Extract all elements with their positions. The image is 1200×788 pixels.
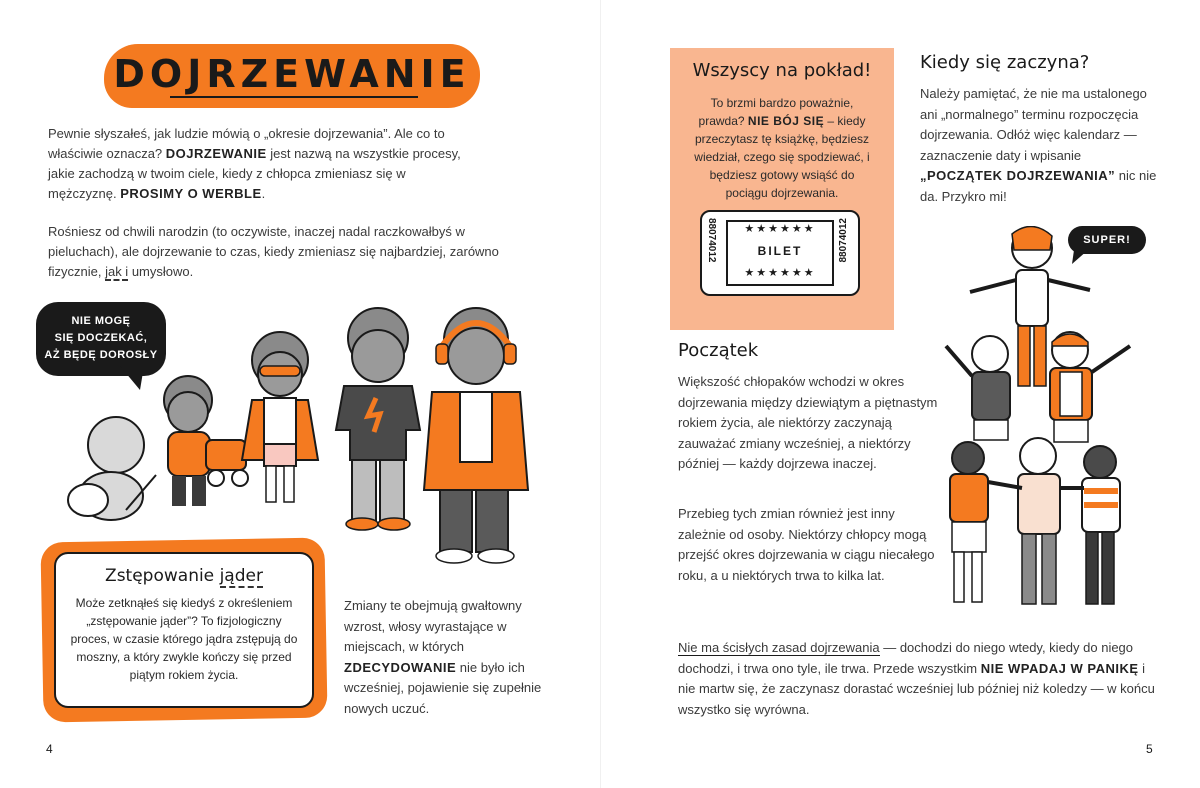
intro-bold: DOJRZEWANIE bbox=[165, 146, 267, 161]
section-heading-start: Początek bbox=[678, 340, 759, 361]
teen-illustration bbox=[336, 308, 420, 530]
info-box-title bbox=[54, 566, 314, 586]
bubble-line-2: SIĘ DOCZEKAĆ, bbox=[54, 332, 148, 344]
when-bold: „POCZĄTEK DOJRZEWANIA” bbox=[920, 168, 1116, 183]
ticket-stars-bottom: ★★★★★★ bbox=[744, 267, 816, 279]
growth-paragraph bbox=[48, 222, 528, 282]
page-spine bbox=[600, 0, 601, 788]
ticket-stars-top: ★★★★★★ bbox=[744, 223, 816, 235]
changes-bold: ZDECYDOWANIE bbox=[344, 659, 457, 675]
bubble-line-3: AŻ BĘDĘ DOROSŁY bbox=[44, 349, 158, 361]
boys-pyramid-illustration bbox=[940, 226, 1150, 618]
all-aboard-text bbox=[690, 94, 874, 202]
intro-paragraph bbox=[48, 124, 468, 204]
growth-text: Rośniesz od chwili narodzin (to oczywiste, inaczej nadal raczkowałbyś w pieluchach), ale dojrzewanie to czas, kiedy zmieniasz się najbardziej, zarówno fizycznie, bbox=[48, 224, 499, 279]
intro-text-2: jest nazwą na wszystkie procesy, jakie zachodzą w twoim ciele, kiedy z chłopca zmieniasz się w mężczyznę. bbox=[48, 146, 461, 201]
info-box-title-b: jąder bbox=[219, 566, 263, 586]
info-box-text: Może zetknąłeś się kiedyś z określeniem „zstępowanie jąder”? To fizjologiczny proces, w czasie którego jądra zstępują do moszny, a który zwykle kończy się przed piątym rokiem życia. bbox=[70, 596, 298, 682]
bubble-line-1: NIE MOGĘ bbox=[71, 315, 131, 327]
closing-text: — dochodzi do niego wtedy, kiedy do niego dochodzi, i trwa ono tyle, ile trwa. Przede wszystkim bbox=[678, 640, 1134, 676]
info-box-title-a: Zstępowanie bbox=[105, 566, 220, 586]
all-aboard-text-2: – kiedy przeczytasz tę książkę, będziesz wiedział, czego się spodziewać, i będziesz gotowy wsiąść do pociągu dojrzewania. bbox=[694, 114, 870, 200]
section-heading-when: Kiedy się zaczyna? bbox=[920, 52, 1090, 73]
changes-text-2: nie było ich wcześniej, pojawienie się zupełnie nowych uczuć. bbox=[344, 659, 542, 716]
toddler-illustration bbox=[164, 376, 248, 506]
ticket-number-left: 88074012 bbox=[706, 218, 717, 263]
closing-paragraph bbox=[678, 638, 1156, 720]
closing-underlined: Nie ma ścisłych zasad dojrzewania bbox=[678, 640, 880, 655]
page-number-left: 4 bbox=[46, 742, 53, 756]
super-speech-bubble: SUPER! bbox=[1068, 226, 1146, 254]
growth-end: umysłowo. bbox=[128, 264, 194, 279]
ticket-number-right: 88074012 bbox=[838, 218, 849, 263]
closing-text-2: i nie martw się, że zaczynasz dorastać wcześniej lub później niż koledzy — w końcu wszystko się wyrówna. bbox=[678, 660, 1155, 717]
ticket-label: BILET bbox=[757, 244, 803, 258]
closing-bold: NIE WPADAJ W PANIKĘ bbox=[980, 660, 1139, 676]
when-paragraph bbox=[920, 84, 1160, 207]
superhero-kid-illustration bbox=[242, 332, 318, 502]
page-title: DOJRZEWANIE bbox=[113, 52, 471, 96]
all-aboard-text-1: To brzmi bardzo poważnie, prawda? bbox=[698, 96, 854, 128]
title-underline bbox=[170, 96, 418, 98]
intro-end: . bbox=[261, 186, 266, 201]
page-number-right: 5 bbox=[1146, 742, 1153, 756]
intro-bold-2: PROSIMY O WERBLE bbox=[120, 186, 262, 201]
when-text-2: nic nie da. Przykro mi! bbox=[920, 168, 1157, 204]
start-paragraph-2: Przebieg tych zmian również jest inny zależnie od osoby. Niektórzy chłopcy mogą przejść okres dojrzewania w ciągu niecałego roku, a u niektórych trwa to kilka lat. bbox=[678, 506, 935, 583]
all-aboard-bold: NIE BÓJ SIĘ bbox=[747, 114, 825, 128]
baby-illustration bbox=[68, 417, 156, 520]
all-aboard-title: Wszyscy na pokład! bbox=[692, 60, 872, 81]
changes-text: Zmiany te obejmują gwałtowny wzrost, włosy wyrastające w miejscach, w których bbox=[344, 598, 522, 654]
changes-paragraph bbox=[344, 596, 544, 719]
older-teen-illustration bbox=[424, 308, 528, 563]
when-text: Należy pamiętać, że nie ma ustalonego ani „normalnego” terminu rozpoczęcia dojrzewania. Odłóż więc kalendarz — zaznaczenie daty i wpisanie bbox=[920, 86, 1147, 163]
start-paragraph-1: Większość chłopaków wchodzi w okres dojrzewania między dziewiątym a piętnastym rokiem życia, ale niektórzy zaczynają zauważać zmiany wcześniej, a niektórzy później — każdy dojrzewa inaczej. bbox=[678, 374, 938, 471]
growth-underlined: jak i bbox=[105, 264, 129, 279]
intro-text: Pewnie słyszałeś, jak ludzie mówią o „okresie dojrzewania”. Ale co to właściwie oznacza? bbox=[48, 126, 445, 161]
